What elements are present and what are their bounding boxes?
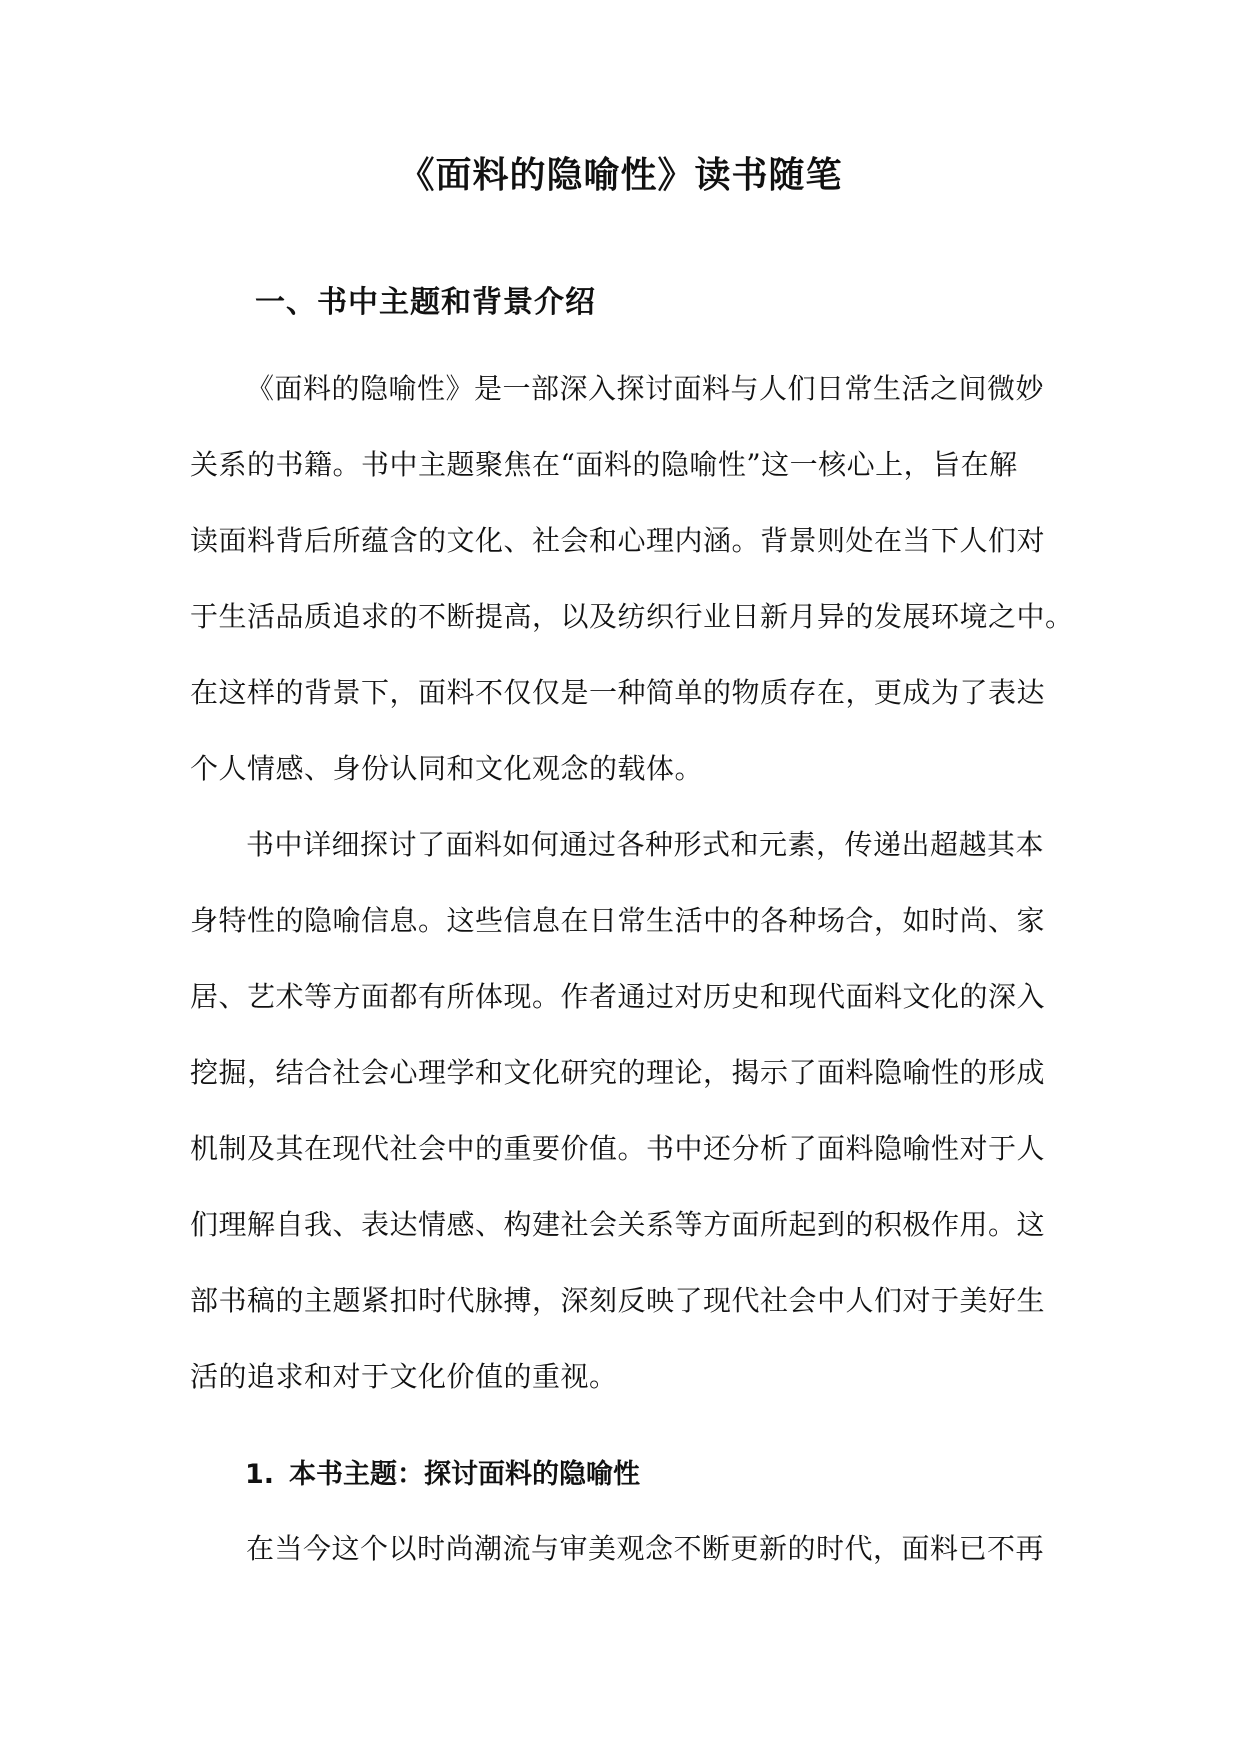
paragraph-line: 《面料的隐喻性》是一部深入探讨面料与人们日常生活之间微妙 xyxy=(246,372,1045,405)
paragraph-line: 部书稿的主题紧扣时代脉搏，深刻反映了现代社会中人们对于美好生 xyxy=(190,1284,1046,1317)
paragraph-line: 于生活品质追求的不断提高，以及纺织行业日新月异的发展环境之中。 xyxy=(190,600,1074,633)
paragraph-3 xyxy=(190,1511,1050,1587)
paragraph-line: 个人情感、身份认同和文化观念的载体。 xyxy=(190,752,704,785)
paragraph-line: 活的追求和对于文化价值的重视。 xyxy=(190,1360,618,1393)
paragraph-line: 关系的书籍。书中主题聚焦在“面料的隐喻性”这一核心上，旨在解 xyxy=(190,448,1018,481)
paragraph-line: 身特性的隐喻信息。这些信息在日常生活中的各种场合，如时尚、家 xyxy=(190,904,1046,937)
subsection-title: 本书主题：探讨面料的隐喻性 xyxy=(289,1459,640,1490)
paragraph-line: 们理解自我、表达情感、构建社会关系等方面所起到的积极作用。这 xyxy=(190,1208,1046,1241)
subsection-number: 1. xyxy=(245,1459,275,1490)
paragraph-line: 在当今这个以时尚潮流与审美观念不断更新的时代，面料已不再 xyxy=(246,1532,1045,1565)
paragraph-line: 机制及其在现代社会中的重要价值。书中还分析了面料隐喻性对于人 xyxy=(190,1132,1046,1165)
paragraph-line: 书中详细探讨了面料如何通过各种形式和元素，传递出超越其本 xyxy=(246,828,1045,861)
document-title: 《面料的隐喻性》读书随笔 xyxy=(398,155,843,196)
paragraph-line: 在这样的背景下，面料不仅仅是一种简单的物质存在，更成为了表达 xyxy=(190,676,1046,709)
paragraph-line: 挖掘，结合社会心理学和文化研究的理论，揭示了面料隐喻性的形成 xyxy=(190,1056,1046,1089)
subsection-heading xyxy=(245,1455,640,1495)
paragraph-1 xyxy=(190,351,1074,807)
section-heading: 一、书中主题和背景介绍 xyxy=(255,285,596,320)
paragraph-2 xyxy=(190,807,1050,1415)
paragraph-line: 居、艺术等方面都有所体现。作者通过对历史和现代面料文化的深入 xyxy=(190,980,1046,1013)
paragraph-line: 读面料背后所蕴含的文化、社会和心理内涵。背景则处在当下人们对 xyxy=(190,524,1046,557)
